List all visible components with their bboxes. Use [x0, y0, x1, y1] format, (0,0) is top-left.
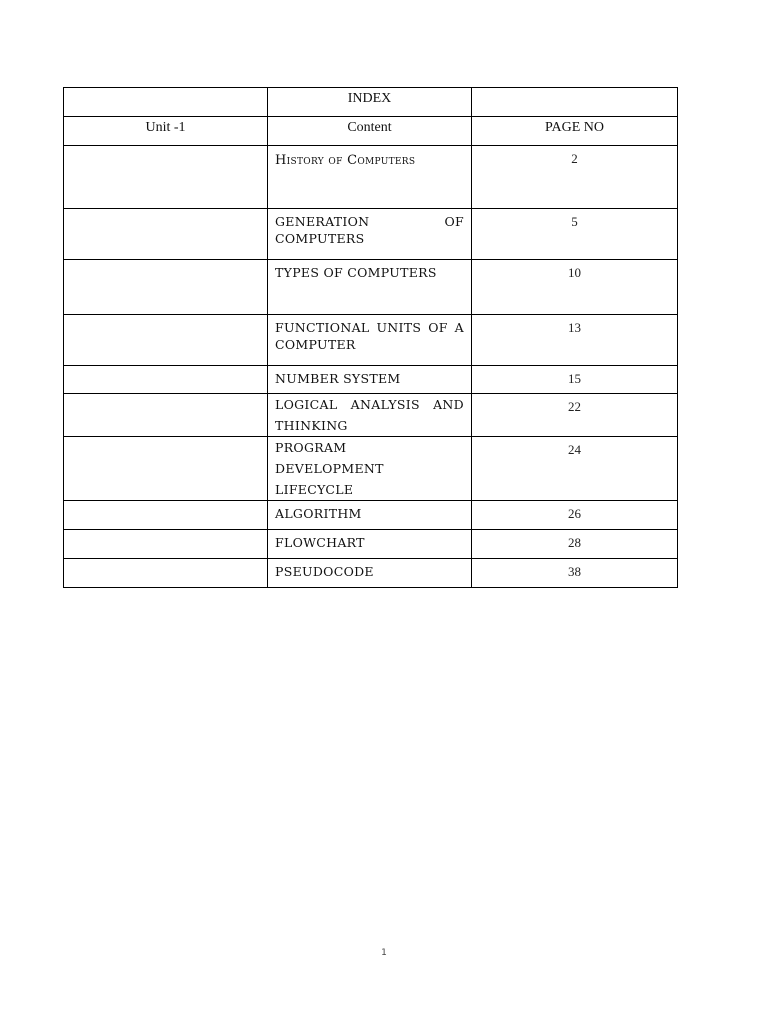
unit-cell [64, 209, 268, 260]
page-cell [472, 437, 678, 501]
topic-cell [268, 366, 472, 394]
topic-text: NUMBER SYSTEM [275, 371, 401, 386]
topic-cell [268, 260, 472, 315]
unit-cell [64, 315, 268, 366]
page-number-text: 28 [568, 535, 581, 550]
unit-cell [64, 366, 268, 394]
page-cell [472, 260, 678, 315]
unit-cell [64, 394, 268, 437]
table-row [64, 394, 678, 437]
header-row [64, 117, 678, 146]
topic-cell [268, 437, 472, 501]
index-title: INDEX [268, 88, 472, 117]
topic-text: History of Computers [275, 153, 416, 168]
page-no-header: PAGE NO [472, 117, 678, 146]
topic-cell [268, 394, 472, 437]
page-cell [472, 394, 678, 437]
topic-text: PROGRAM DEVELOPMENT LIFECYCLE [275, 440, 384, 497]
topic-cell [268, 559, 472, 588]
topic-text: FLOWCHART [275, 535, 365, 550]
topic-text: TYPES OF COMPUTERS [275, 265, 437, 280]
content-header: Content [268, 117, 472, 146]
table-row [64, 260, 678, 315]
table-row [64, 315, 678, 366]
page-number-text: 38 [568, 564, 581, 579]
topic-cell [268, 315, 472, 366]
page-cell [472, 315, 678, 366]
topic-cell [268, 501, 472, 530]
table-row [64, 146, 678, 209]
page-number-text: 22 [568, 399, 581, 414]
table-row [64, 366, 678, 394]
table-row [64, 437, 678, 501]
unit-header: Unit -1 [64, 117, 268, 146]
unit-cell [64, 146, 268, 209]
topic-cell [268, 209, 472, 260]
title-cell-empty-left [64, 88, 268, 117]
topic-text: GENERATION OF COMPUTERS [275, 214, 464, 246]
topic-text: LOGICAL ANALYSIS AND THINKING [275, 397, 464, 433]
page-number-text: 24 [568, 442, 581, 457]
index-table [63, 87, 678, 588]
table-row [64, 209, 678, 260]
page-cell [472, 501, 678, 530]
page-footer-number: 1 [381, 948, 387, 958]
title-row [64, 88, 678, 117]
unit-cell [64, 437, 268, 501]
unit-cell [64, 501, 268, 530]
page-number-text: 15 [568, 371, 581, 386]
page-cell [472, 366, 678, 394]
page-number-text: 26 [568, 506, 581, 521]
topic-text: ALGORITHM [275, 506, 362, 521]
topic-text: PSEUDOCODE [275, 564, 374, 579]
page-number-text: 13 [568, 320, 581, 335]
page-cell [472, 559, 678, 588]
topic-text: FUNCTIONAL UNITS OF A COMPUTER [275, 320, 464, 352]
page-number-text: 2 [571, 151, 578, 166]
unit-cell [64, 559, 268, 588]
table-row [64, 530, 678, 559]
topic-cell [268, 146, 472, 209]
page-number-text: 10 [568, 265, 581, 280]
unit-cell [64, 260, 268, 315]
page-cell [472, 146, 678, 209]
page-cell [472, 209, 678, 260]
page-number-text: 5 [571, 214, 578, 229]
page-cell [472, 530, 678, 559]
table-row [64, 501, 678, 530]
table-row [64, 559, 678, 588]
topic-cell [268, 530, 472, 559]
title-cell-empty-right [472, 88, 678, 117]
unit-cell [64, 530, 268, 559]
